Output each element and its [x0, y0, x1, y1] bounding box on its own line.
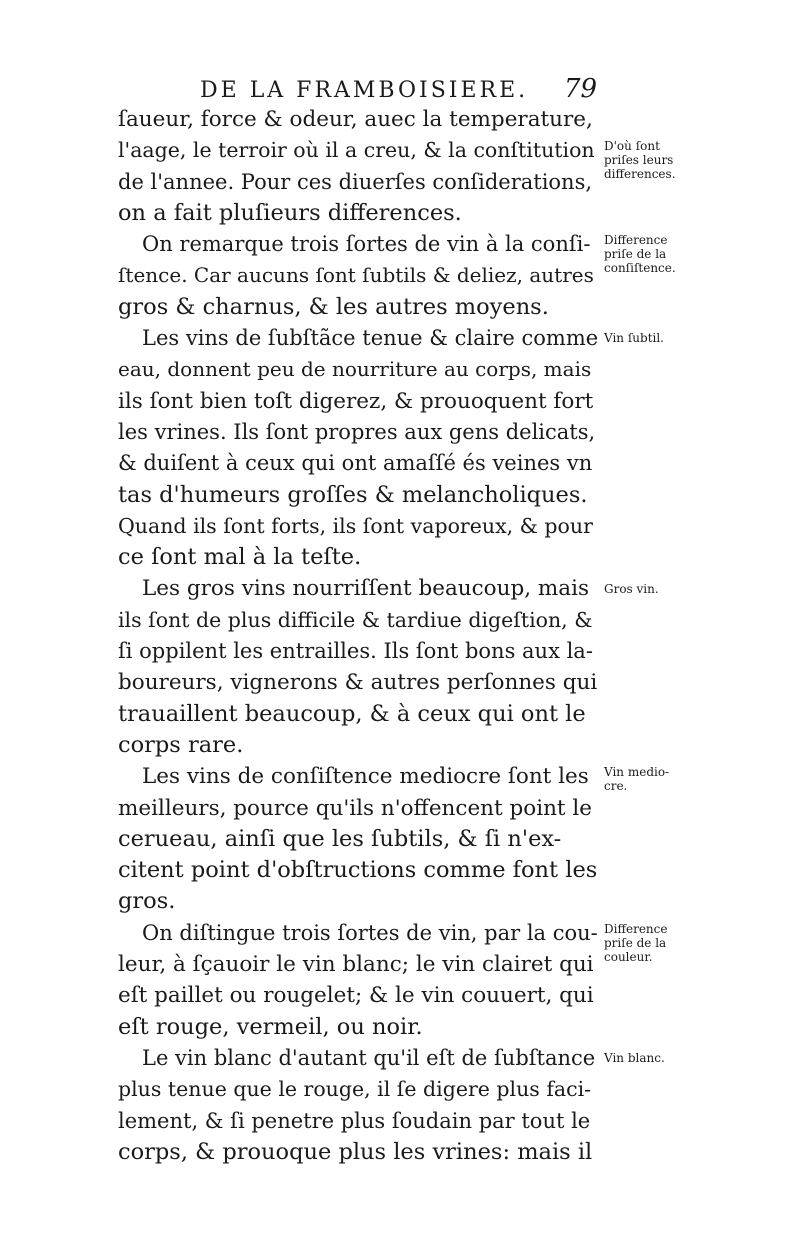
text-line: meilleurs, pource qu'ils n'offencent point le — [118, 795, 592, 821]
text-line: & duiſent à ceux qui ont amaſſé és veines vn — [118, 451, 593, 476]
margin-note-line: Vin medio- — [604, 765, 670, 780]
margin-note-line: D'où ſont — [604, 139, 660, 154]
text-line: cerueau, ainſi que les ſubtils, & ſi n'ex- — [118, 825, 562, 852]
margin-note-line: conſiſtence. — [604, 261, 676, 276]
text-line: gros. — [118, 888, 176, 915]
text-line: trauaillent beaucoup, & à ceux qui ont le — [118, 700, 586, 727]
margin-note-line: Difference — [604, 921, 668, 936]
text-line: les vrines. Ils ſont propres aux gens delicats, — [118, 419, 596, 444]
text-line: boureurs, vignerons & autres perſonnes qui — [118, 670, 598, 696]
text-line: Le vin blanc d'autant qu'il eſt de ſubſtance — [142, 1045, 596, 1070]
margin-note-line: priſe de la — [604, 935, 667, 950]
text-line: On remarque trois ſortes de vin à la conſi- — [142, 232, 591, 257]
margin-note-line: Vin ſubtil. — [604, 331, 664, 346]
margin-note — [604, 582, 696, 596]
margin-note-line: priſe de la — [604, 247, 667, 262]
text-line: plus tenue que le rouge, il ſe digere plus faci- — [118, 1077, 592, 1102]
text-line: l'aage, le terroir où il a creu, & la conſtitution — [118, 138, 595, 163]
page-number: 79 — [564, 74, 598, 104]
text-line: Les vins de ſubſtãce tenue & claire comme — [142, 326, 599, 351]
text-line: On diſtingue trois ſortes de vin, par la cou- — [142, 920, 598, 945]
margin-note-line: differences. — [604, 167, 676, 182]
text-line: ce ſont mal à la teſte. — [118, 544, 362, 571]
text-line: ſaueur, force & odeur, auec la temperature, — [118, 107, 593, 132]
text-line: ils ſont de plus difficile & tardiue digeſtion, & — [118, 607, 593, 632]
margin-note-line: couleur. — [604, 949, 653, 964]
margin-note-line: Vin blanc. — [604, 1051, 665, 1065]
text-line: Les vins de conſiſtence mediocre ſont les — [142, 764, 589, 790]
body-text — [118, 104, 598, 1168]
margin-note-line: cre. — [604, 779, 628, 794]
text-line: on a fait pluſieurs differences. — [118, 199, 462, 226]
text-line: Les gros vins nourriſſent beaucoup, mais — [142, 576, 590, 602]
text-line: gros & charnus, & les autres moyens. — [118, 293, 549, 320]
text-line: de l'annee. Pour ces diuerſes conſiderations, — [118, 169, 593, 194]
margin-note — [604, 331, 696, 345]
margin-note — [604, 1051, 696, 1065]
text-line: eau, donnent peu de nourriture au corps, mais — [118, 357, 592, 382]
text-line: corps rare. — [118, 731, 244, 758]
margin-note — [604, 922, 696, 964]
text-line: lement, & ſi penetre plus ſoudain par tout le — [118, 1108, 591, 1133]
text-line: eſt paillet ou rougelet; & le vin couuert, qui — [118, 983, 594, 1009]
margin-note — [604, 139, 696, 181]
margin-note — [604, 765, 696, 793]
text-line: citent point d'obſtructions comme font les — [118, 857, 598, 884]
text-line: leur, à ſçauoir le vin blanc; le vin clairet qui — [118, 952, 594, 978]
running-title: DE LA FRAMBOISIERE. — [200, 78, 529, 103]
margin-note — [604, 233, 696, 275]
text-line: eſt rouge, vermeil, ou noir. — [118, 1013, 423, 1040]
margin-note-line: priſes leurs — [604, 153, 674, 168]
text-line: corps, & prouoque plus les vrines: mais il — [118, 1138, 593, 1165]
text-line: ils ſont bien toſt digerez, & prouoquent fort — [118, 388, 594, 414]
text-line: ſtence. Car aucuns ſont ſubtils & deliez, autres — [118, 263, 594, 288]
text-line: Quand ils ſont forts, ils ſont vaporeux, & pour — [118, 513, 593, 538]
margin-note-line: Gros vin. — [604, 581, 659, 596]
text-line: tas d'humeurs groſſes & melancholiques. — [118, 481, 588, 508]
margin-note-line: Difference — [604, 233, 668, 248]
text-line: ſi oppilent les entrailles. Ils ſont bons aux la- — [118, 639, 593, 664]
